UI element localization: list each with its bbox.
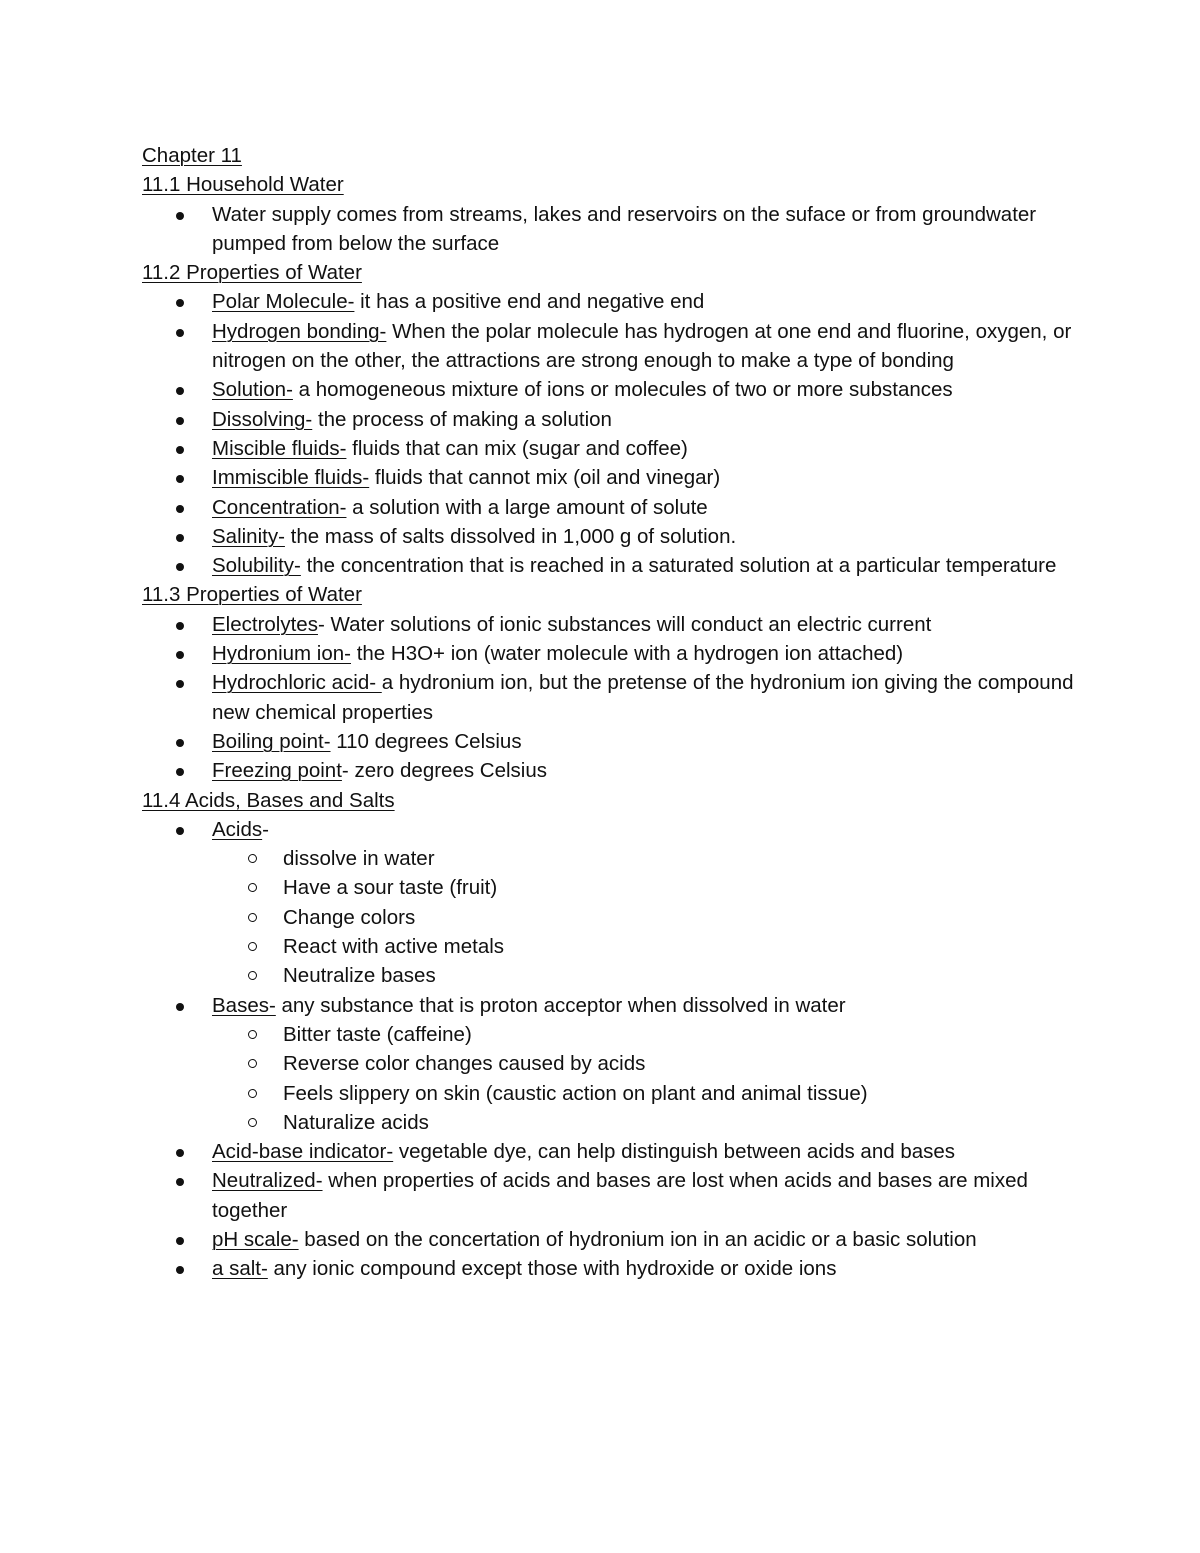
circle-bullet-icon <box>248 942 257 951</box>
bullet-item <box>142 668 1082 727</box>
bullet-item <box>142 522 1082 551</box>
circle-bullet-icon <box>248 1118 257 1127</box>
circle-bullet-icon <box>248 1030 257 1039</box>
bullet-icon <box>176 680 184 688</box>
item-text: Water supply comes from streams, lakes and reservoirs on the suface or from groundwater pumped from below the surface <box>212 202 1037 255</box>
item-term: Hydrogen bonding- <box>212 319 387 343</box>
bullet-icon <box>176 475 184 483</box>
bullet-item <box>142 405 1082 434</box>
item-text: when properties of acids and bases are lost when acids and bases are mixed together <box>212 1169 1028 1222</box>
bullet-icon <box>176 1003 184 1011</box>
bullet-icon <box>176 534 184 542</box>
bullet-item <box>142 287 1082 316</box>
bullet-item <box>142 434 1082 463</box>
chapter-title: Chapter 11 <box>142 144 242 167</box>
item-text: a homogeneous mixture of ions or molecules of two or more substances <box>292 378 953 402</box>
item-term: Immiscible fluids- <box>212 466 370 490</box>
bullet-icon <box>176 417 184 425</box>
bullet-item <box>142 727 1082 756</box>
bullet-item <box>142 463 1082 492</box>
item-term: Solution- <box>212 378 293 402</box>
sub-item-text: Have a sour taste (fruit) <box>283 876 498 900</box>
item-text: a hydronium ion, but the pretense of the hydronium ion giving the compound new chemical properties <box>212 671 1074 724</box>
circle-bullet-icon <box>248 854 257 863</box>
bullet-list <box>142 287 1082 580</box>
item-text: When the polar molecule has hydrogen at one end and fluorine, oxygen, or nitrogen on the other, the attractions are strong enough to make a type of bonding <box>212 319 1072 373</box>
bullet-icon <box>176 1149 184 1157</box>
bullet-item <box>142 551 1082 580</box>
item-term: Miscible fluids- <box>212 436 347 460</box>
item-text: vegetable dye, can help distinguish between acids and bases <box>393 1140 956 1164</box>
bullet-icon <box>176 299 184 307</box>
sub-item <box>212 961 1082 990</box>
sub-item-text: Bitter taste (caffeine) <box>283 1022 472 1046</box>
bullet-icon <box>176 446 184 454</box>
sub-item <box>212 1079 1082 1108</box>
bullet-item <box>142 1225 1082 1254</box>
item-term: Bases- <box>212 993 276 1017</box>
bullet-item <box>142 991 1082 1137</box>
sub-item <box>212 903 1082 932</box>
bullet-item <box>142 1137 1082 1166</box>
sub-item <box>212 1020 1082 1049</box>
document-page <box>142 141 1082 1284</box>
sub-list <box>212 844 1082 990</box>
item-text: any ionic compound except those with hydroxide or oxide ions <box>267 1257 837 1281</box>
item-text: - zero degrees Celsius <box>341 759 548 783</box>
bullet-item <box>142 1254 1082 1283</box>
item-term: Acids <box>212 817 263 841</box>
item-term: a salt- <box>212 1257 268 1281</box>
bullet-icon <box>176 1237 184 1245</box>
item-text: the H3O+ ion (water molecule with a hydrogen ion attached) <box>351 642 904 666</box>
item-term: Solubility- <box>212 554 301 578</box>
bullet-list <box>142 610 1082 786</box>
section-heading: 11.2 Properties of Water <box>142 261 362 285</box>
item-term: Freezing point <box>212 759 342 783</box>
bullet-icon <box>176 768 184 776</box>
bullet-icon <box>176 1266 184 1274</box>
bullet-item <box>142 1166 1082 1225</box>
bullet-icon <box>176 739 184 747</box>
bullet-item <box>142 493 1082 522</box>
item-text: - <box>262 817 269 841</box>
item-text: fluids that cannot mix (oil and vinegar) <box>369 466 721 490</box>
item-text: the concentration that is reached in a saturated solution at a particular temperature <box>300 554 1057 578</box>
section-heading: 11.1 Household Water <box>142 173 344 197</box>
bullet-item <box>142 610 1082 639</box>
item-text: the process of making a solution <box>312 407 612 431</box>
item-term: Neutralized- <box>212 1169 323 1193</box>
bullet-item <box>142 756 1082 785</box>
item-term: Dissolving- <box>212 407 313 431</box>
sub-item <box>212 1108 1082 1137</box>
sub-item-text: React with active metals <box>283 935 505 959</box>
item-term: Polar Molecule- <box>212 290 355 314</box>
circle-bullet-icon <box>248 883 257 892</box>
item-text: the mass of salts dissolved in 1,000 g of solution. <box>284 524 737 548</box>
item-term: pH scale- <box>212 1227 299 1251</box>
sub-item-text: dissolve in water <box>283 847 435 871</box>
bullet-item <box>142 639 1082 668</box>
sub-item-text: Feels slippery on skin (caustic action on plant and animal tissue) <box>283 1081 868 1105</box>
item-term: Concentration- <box>212 495 347 519</box>
sub-item <box>212 932 1082 961</box>
item-term: Hydronium ion- <box>212 642 351 666</box>
bullet-icon <box>176 387 184 395</box>
sub-list <box>212 1020 1082 1137</box>
section-heading: 11.3 Properties of Water <box>142 583 362 607</box>
item-text: 110 degrees Celsius <box>330 729 522 753</box>
bullet-icon <box>176 563 184 571</box>
bullet-icon <box>176 212 184 220</box>
circle-bullet-icon <box>248 1059 257 1068</box>
circle-bullet-icon <box>248 1089 257 1098</box>
item-text: - Water solutions of ionic substances will conduct an electric current <box>317 612 932 636</box>
item-term: Electrolytes <box>212 612 318 636</box>
bullet-icon <box>176 622 184 630</box>
bullet-list <box>142 815 1082 1284</box>
item-text: a solution with a large amount of solute <box>346 495 708 519</box>
item-text: based on the concertation of hydronium ion in an acidic or a basic solution <box>298 1227 977 1251</box>
sub-item-text: Naturalize acids <box>283 1110 429 1134</box>
sub-item-text: Neutralize bases <box>283 964 436 988</box>
bullet-item <box>142 375 1082 404</box>
sub-item-text: Change colors <box>283 905 416 929</box>
bullet-list <box>142 200 1082 259</box>
bullet-item <box>142 815 1082 991</box>
item-term: Acid-base indicator- <box>212 1140 394 1164</box>
item-text: any substance that is proton acceptor when dissolved in water <box>275 993 846 1017</box>
bullet-icon <box>176 329 184 337</box>
bullet-item <box>142 317 1082 376</box>
bullet-icon <box>176 827 184 835</box>
item-text: fluids that can mix (sugar and coffee) <box>346 436 688 460</box>
sub-item <box>212 1049 1082 1078</box>
circle-bullet-icon <box>248 913 257 922</box>
item-term: Hydrochloric acid- <box>212 671 382 695</box>
sub-item <box>212 873 1082 902</box>
bullet-icon <box>176 1178 184 1186</box>
bullet-item <box>142 200 1082 259</box>
sub-item-text: Reverse color changes caused by acids <box>283 1052 646 1076</box>
bullet-icon <box>176 651 184 659</box>
sub-item <box>212 844 1082 873</box>
item-text: it has a positive end and negative end <box>354 290 705 314</box>
item-term: Salinity- <box>212 524 285 548</box>
bullet-icon <box>176 505 184 513</box>
circle-bullet-icon <box>248 971 257 980</box>
section-heading: 11.4 Acids, Bases and Salts <box>142 788 395 812</box>
item-term: Boiling point- <box>212 729 331 753</box>
